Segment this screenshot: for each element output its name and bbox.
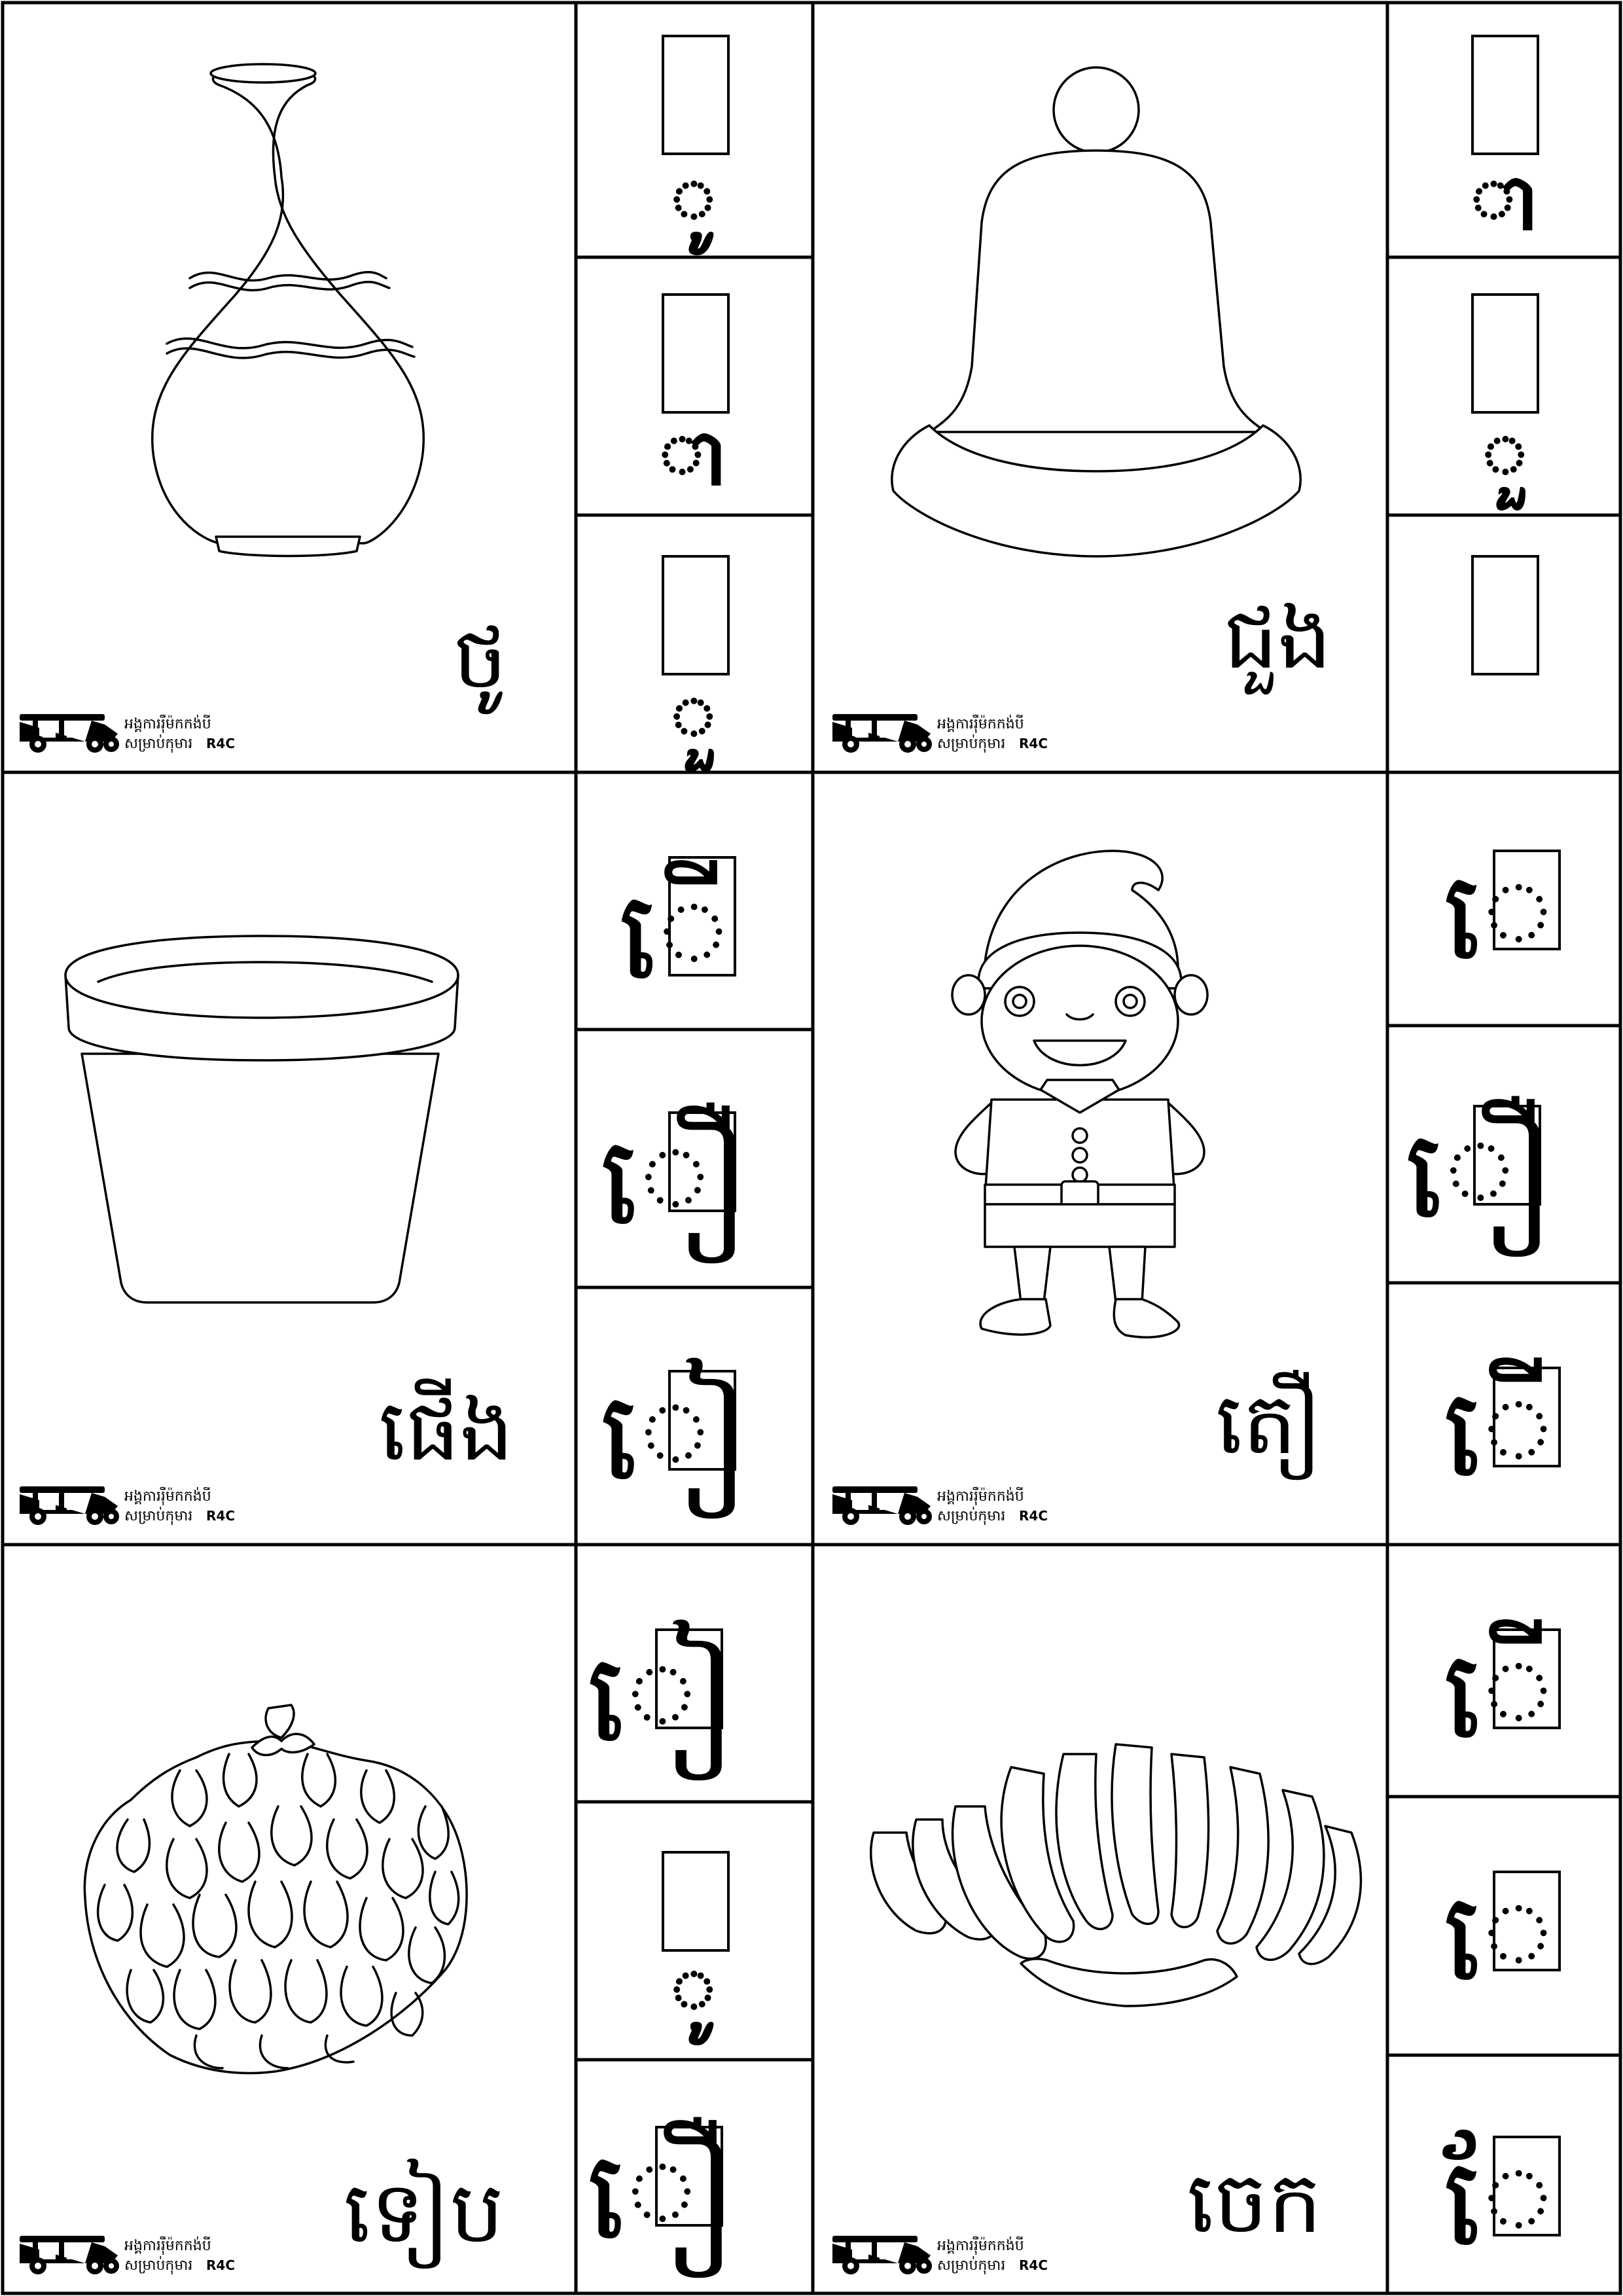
vowel-mark: ួ	[670, 674, 717, 765]
logo-brand: R4C	[206, 736, 235, 751]
card-custard-apple	[84, 1705, 504, 2269]
logo-line1: អង្គការរ៉ឺម៉កកង់បី	[124, 2238, 211, 2254]
vase-icon	[152, 64, 424, 556]
logo-line1: អង្គការរ៉ឺម៉កកង់បី	[937, 716, 1024, 732]
vowel-mark: ឿ	[599, 1109, 749, 1253]
tuk-tuk-icon	[20, 714, 119, 753]
logo	[20, 1486, 235, 1525]
vowel-mark: ា	[658, 412, 729, 503]
word-text: តឿ	[1215, 1374, 1322, 1473]
vowel-mark: ូ	[670, 157, 717, 248]
option-cell[interactable]	[586, 1619, 736, 1781]
placeholder-box	[663, 295, 728, 412]
logo-brand: R4C	[206, 2257, 235, 2273]
vowel-mark: ៀ	[599, 1364, 749, 1509]
vowel-mark: ូ	[670, 1947, 717, 2038]
logo-brand: R4C	[1019, 1508, 1048, 1524]
logo	[832, 1486, 1048, 1525]
vowel-mark: ា	[1470, 157, 1541, 248]
option-cell[interactable]	[1442, 1619, 1560, 1767]
flower-pot-icon	[65, 936, 458, 1302]
bell-icon	[892, 67, 1300, 556]
options-left	[586, 36, 749, 2278]
option-cell[interactable]	[1472, 295, 1538, 511]
option-cell[interactable]	[1471, 36, 1540, 248]
tuk-tuk-icon	[832, 714, 932, 753]
banana-icon	[871, 1744, 1361, 2006]
vowel-mark: ៀ	[586, 1626, 736, 1770]
placeholder-box	[663, 36, 728, 154]
word-text: ជួង	[1223, 588, 1332, 688]
vowel-mark: ើ	[618, 863, 730, 1008]
tuk-tuk-icon	[832, 2236, 932, 2274]
logo-line2: សម្រាប់កុមារ	[937, 736, 1006, 752]
option-cell[interactable]	[618, 857, 735, 1008]
logo-line2: សម្រាប់កុមារ	[937, 2257, 1006, 2274]
placeholder-box	[663, 1852, 728, 1950]
placeholder-box	[1472, 556, 1538, 674]
option-cell[interactable]	[599, 1102, 749, 1264]
logo-line1: អង្គការរ៉ឺម៉កកង់បី	[124, 716, 211, 732]
word-text: ចេក	[1186, 2153, 1322, 2252]
option-cell[interactable]	[1442, 2129, 1560, 2274]
options-right	[1404, 36, 1560, 2274]
vowel-mark: ែ	[1442, 2130, 1555, 2274]
option-cell[interactable]	[663, 1852, 728, 2045]
logo-line2: សម្រាប់កុមារ	[124, 736, 193, 752]
placeholder-box	[1472, 36, 1538, 154]
vowel-mark: ឿ	[586, 2123, 736, 2268]
placeholder-box	[1472, 295, 1538, 412]
dwarf-icon	[952, 851, 1207, 1337]
placeholder-box	[663, 556, 728, 674]
logo-brand: R4C	[206, 1508, 235, 1524]
vowel-mark: េ	[1442, 844, 1555, 988]
option-cell[interactable]	[659, 295, 728, 503]
logo-brand: R4C	[1019, 2257, 1048, 2273]
logo-line1: អង្គការរ៉ឺម៉កកង់បី	[937, 2238, 1024, 2254]
logo-line2: សម្រាប់កុមារ	[937, 1508, 1006, 1524]
vowel-mark: ើ	[1442, 1623, 1555, 1767]
word-text: ផើង	[378, 1380, 514, 1480]
logo-line1: អង្គការរ៉ឺម៉កកង់បី	[937, 1488, 1024, 1505]
card-bell	[892, 67, 1332, 695]
option-cell[interactable]	[1404, 1096, 1554, 1257]
card-flower-pot	[65, 936, 514, 1480]
option-cell[interactable]	[586, 2117, 736, 2278]
logo-line2: សម្រាប់កុមារ	[124, 2257, 193, 2274]
logo	[20, 2236, 235, 2274]
logo-line1: អង្គការរ៉ឺម៉កកង់បី	[124, 1488, 211, 1505]
card-dwarf	[952, 851, 1322, 1480]
option-cell[interactable]	[1472, 556, 1538, 674]
logo	[832, 2236, 1048, 2274]
vowel-mark: េ	[1442, 1865, 1555, 2009]
word-text: ថូ	[453, 608, 507, 708]
tuk-tuk-icon	[20, 2236, 119, 2274]
logo	[20, 714, 235, 753]
logo	[832, 714, 1048, 753]
vowel-mark: ួ	[1482, 412, 1529, 503]
tuk-tuk-icon	[20, 1486, 119, 1525]
option-cell[interactable]	[599, 1357, 749, 1519]
word-text: ទៀប	[343, 2162, 504, 2262]
tuk-tuk-icon	[832, 1486, 932, 1525]
card-banana	[871, 1744, 1361, 2252]
logo-brand: R4C	[1019, 736, 1048, 751]
option-cell[interactable]	[1442, 1865, 1560, 2009]
option-cell[interactable]	[1442, 844, 1560, 988]
card-vase	[152, 64, 507, 715]
custard-apple-icon	[84, 1705, 467, 2073]
vowel-mark: ឿ	[1404, 1102, 1554, 1247]
logo-line2: សម្រាប់កុមារ	[124, 1508, 193, 1524]
option-cell[interactable]	[663, 36, 728, 255]
vowel-mark: ើ	[1442, 1361, 1555, 1505]
option-cell[interactable]	[663, 556, 728, 772]
option-cell[interactable]	[1442, 1357, 1560, 1505]
